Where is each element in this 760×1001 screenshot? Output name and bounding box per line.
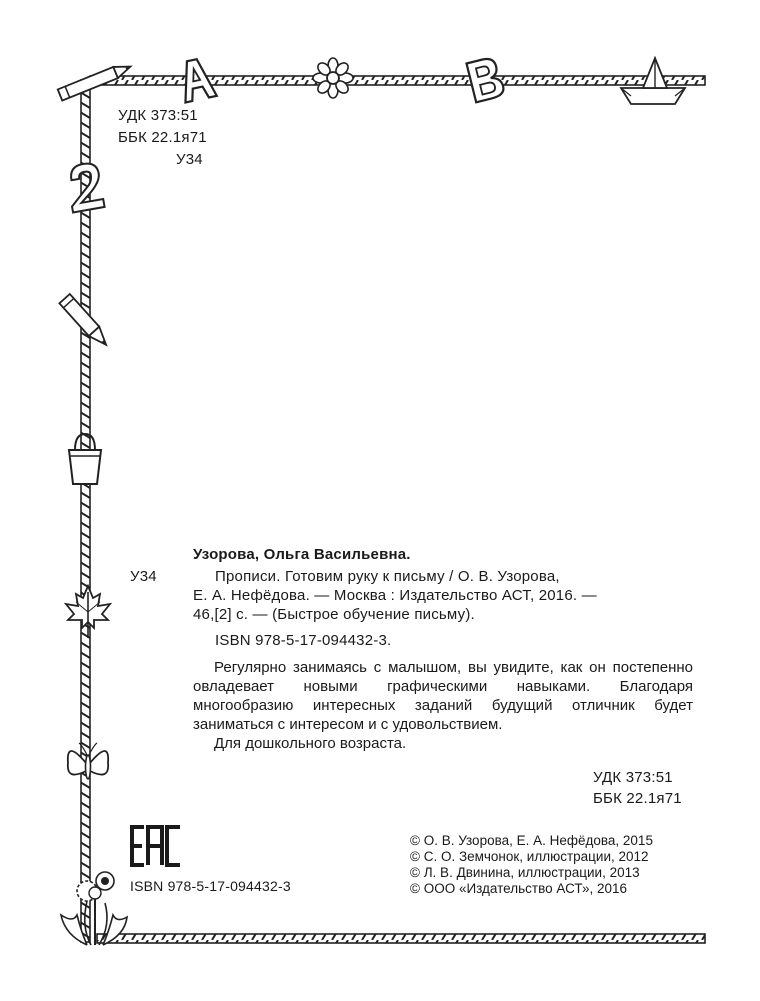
record-author: Узорова, Ольга Васильевна. (193, 546, 411, 563)
header-codes (118, 106, 207, 169)
record-title-line-1: Прописи. Готовим руку к письму / О. В. Узорова, (215, 568, 560, 585)
header-udk: УДК 373:51 (118, 107, 198, 124)
header-bbk: ББК 22.1я71 (118, 129, 207, 146)
flower-icon (313, 58, 353, 98)
record-title-line-2: Е. А. Нефёдова. — Москва : Издательство АСТ, 2016. — (193, 587, 597, 604)
copyright-block (410, 833, 653, 897)
record-isbn: ISBN 978-5-17-094432-3. (215, 632, 392, 649)
copyright-line: © С. О. Земчонок, иллюстрации, 2012 (410, 849, 649, 864)
letter-b-block-icon (467, 56, 506, 102)
dandelion-icon (61, 872, 127, 945)
bottom-udk: УДК 373:51 (593, 769, 673, 786)
annotation-paragraph: Регулярно занимаясь с малышом, вы увидите, как он постепенно овладевает новыми графическими навыками. Благодаря многообразию интересных заданий будущий отличник будет заниматься с интересом и с удовольствием. (193, 659, 693, 733)
bottom-isbn: ISBN 978-5-17-094432-3 (130, 878, 291, 894)
eac-mark-icon (130, 825, 182, 867)
record-title-line-3: 46,[2] с. — (Быстрое обучение письму). (193, 606, 475, 623)
rope-border (81, 76, 705, 943)
record-annotation (193, 658, 693, 753)
annotation-audience: Для дошкольного возраста. (214, 735, 407, 752)
bottom-bbk: ББК 22.1я71 (593, 790, 682, 807)
header-author-mark: У34 (176, 151, 203, 168)
record-author-mark: У34 (130, 568, 157, 585)
copyright-line: © ООО «Издательство АСТ», 2016 (410, 881, 628, 896)
copyright-line: © Л. В. Двинина, иллюстрации, 2013 (410, 865, 640, 880)
maple-leaf-icon (66, 586, 110, 638)
copyright-line: © О. В. Узорова, Е. А. Нефёдова, 2015 (410, 833, 653, 848)
